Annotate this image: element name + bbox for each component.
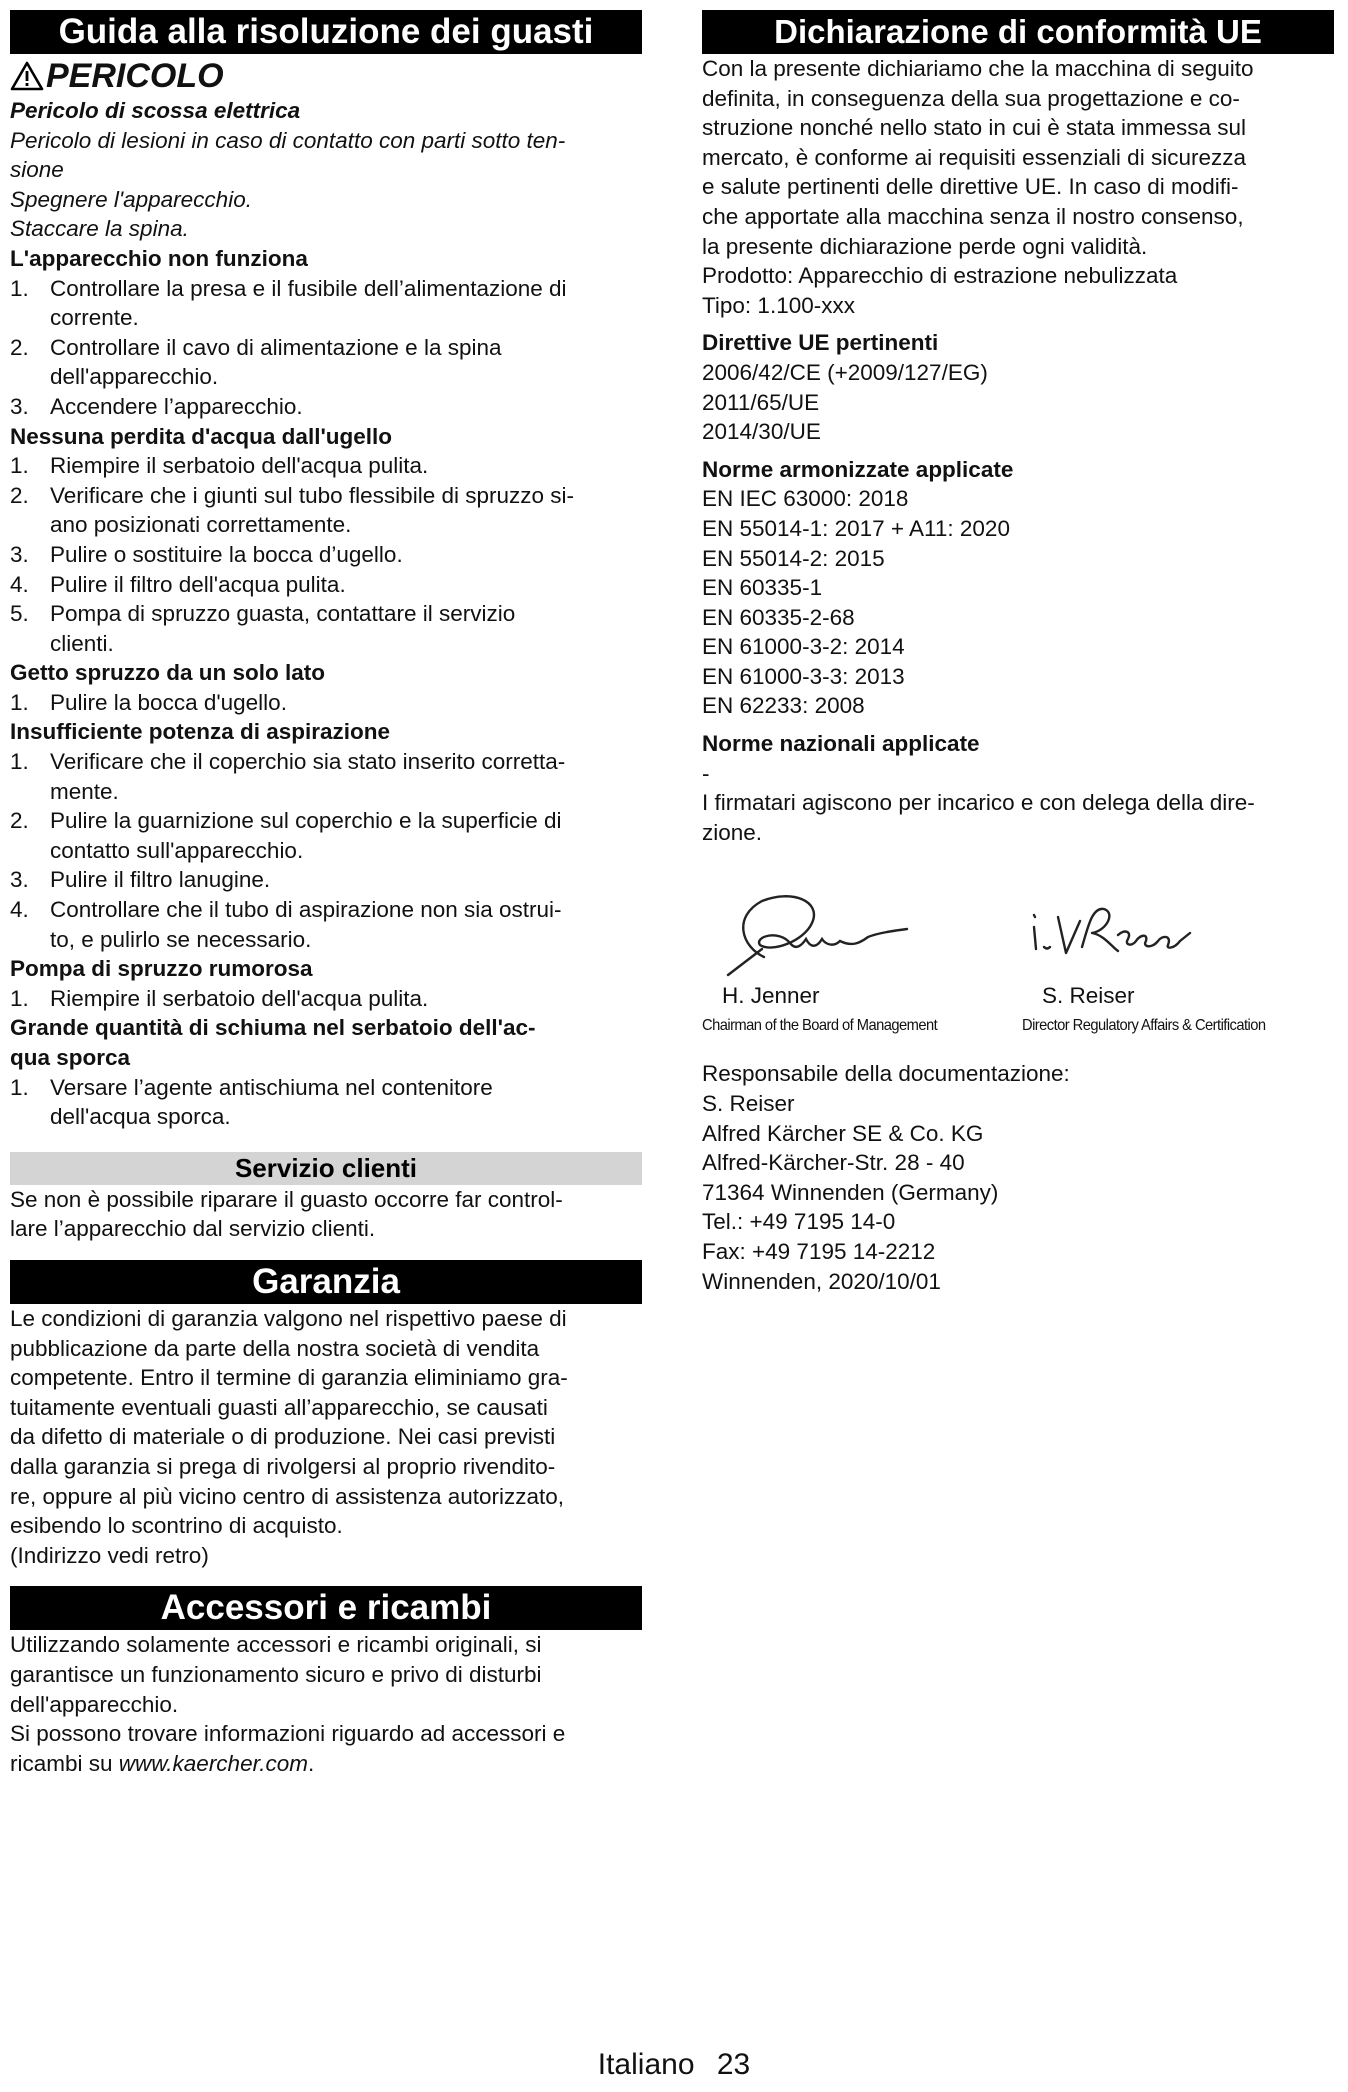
- list-number: 1.: [10, 749, 29, 775]
- responsible-line: Winnenden, 2020/10/01: [702, 1268, 941, 1294]
- declaration-intro-line: la presente dichiarazione perde ogni validità.: [702, 233, 1148, 259]
- warranty-line: re, oppure al più vicino centro di assistenza autorizzato,: [10, 1483, 565, 1509]
- accessories-line: Si possono trovare informazioni riguardo ad accessori e: [10, 1721, 566, 1747]
- signature-jenner: [702, 887, 1022, 1037]
- left-column: [10, 10, 642, 1778]
- list-line: Pompa di spruzzo guasta, contattare il servizio: [50, 601, 516, 627]
- fault-heading: Pompa di spruzzo rumorosa: [10, 956, 313, 982]
- list-number: 3.: [10, 541, 29, 567]
- handwritten-signature-image: [1022, 887, 1222, 987]
- national-heading: Norme nazionali applicate: [702, 731, 980, 757]
- product-line: Prodotto: Apparecchio di estrazione nebulizzata: [702, 263, 1178, 289]
- declaration-title: Dichiarazione di conformità UE: [702, 10, 1334, 54]
- list-line: Verificare che il coperchio sia stato inserito corretta-: [50, 749, 566, 775]
- declaration-intro-line: che apportate alla macchina senza il nostro consenso,: [702, 203, 1244, 229]
- list-item: [10, 570, 642, 600]
- list-line: Pulire il filtro dell'acqua pulita.: [50, 571, 346, 597]
- signatory-role: Director Regulatory Affairs & Certification: [1022, 1017, 1266, 1035]
- accessories-title: Accessori e ricambi: [10, 1586, 642, 1630]
- service-line: Se non è possibile riparare il guasto occorre far control-: [10, 1186, 563, 1212]
- list-number: 4.: [10, 571, 29, 597]
- standard-item: EN 60335-1: [702, 575, 823, 601]
- national-value: -: [702, 760, 710, 786]
- responsible-line: Alfred-Kärcher-Str. 28 - 40: [702, 1150, 965, 1176]
- danger-line: sione: [10, 157, 64, 183]
- accessories-line: [10, 1749, 642, 1779]
- list-number: 1.: [10, 985, 29, 1011]
- list-item: [10, 451, 642, 481]
- list-number: 4.: [10, 897, 29, 923]
- list-number: 3.: [10, 867, 29, 893]
- danger-line: Staccare la spina.: [10, 216, 189, 242]
- fault-heading: Insufficiente potenza di aspirazione: [10, 719, 391, 745]
- declaration-intro-line: e salute pertinenti delle direttive UE. In caso di modifi-: [702, 174, 1239, 200]
- list-line: mente.: [50, 778, 119, 804]
- fault-heading: qua sporca: [10, 1045, 131, 1070]
- declaration-intro-line: definita, in conseguenza della sua progettazione e co-: [702, 85, 1240, 111]
- list-line: dell'acqua sporca.: [50, 1104, 231, 1130]
- responsible-block: [702, 1059, 1334, 1296]
- accessories-line: Utilizzando solamente accessori e ricambi originali, si: [10, 1632, 542, 1658]
- accessories-line: garantisce un funzionamento sicuro e privo di disturbi: [10, 1661, 542, 1687]
- signatory-role: Chairman of the Board of Management: [702, 1017, 938, 1035]
- list-item: [10, 895, 642, 954]
- warranty-title: Garanzia: [10, 1260, 642, 1304]
- warning-triangle-icon: [10, 61, 44, 91]
- list-item: [10, 747, 642, 806]
- footer-page-number: 23: [716, 2048, 751, 2081]
- responsible-line: Tel.: +49 7195 14-0: [702, 1209, 896, 1235]
- footer-language: Italiano: [597, 2048, 695, 2081]
- list-line: Controllare che il tubo di aspirazione non sia ostrui-: [50, 897, 562, 923]
- list-number: 1.: [10, 453, 29, 479]
- signatories-line: I firmatari agiscono per incarico e con delega della dire-: [702, 790, 1255, 816]
- declaration-intro-line: mercato, è conforme ai requisiti essenziali di sicurezza: [702, 144, 1246, 170]
- signatory-name: H. Jenner: [722, 983, 820, 1009]
- fault-heading: Grande quantità di schiuma nel serbatoio dell'ac-: [10, 1015, 536, 1041]
- list-item: [10, 392, 642, 422]
- list-item: [10, 274, 642, 333]
- list-line: corrente.: [50, 305, 139, 331]
- standard-item: EN 61000-3-3: 2013: [702, 663, 905, 689]
- list-line: Accendere l’apparecchio.: [50, 393, 303, 419]
- directives-heading: Direttive UE pertinenti: [702, 330, 939, 356]
- list-number: 1.: [10, 1074, 29, 1100]
- fault-heading: Getto spruzzo da un solo lato: [10, 660, 325, 686]
- standard-item: EN 60335-2-68: [702, 604, 855, 630]
- directive-item: 2014/30/UE: [702, 419, 821, 445]
- list-line: Pulire la guarnizione sul coperchio e la superficie di: [50, 808, 562, 834]
- signature-reiser: [1022, 887, 1332, 1037]
- list-line: Verificare che i giunti sul tubo flessibile di spruzzo si-: [50, 482, 574, 508]
- signatories-line: zione.: [702, 819, 763, 845]
- right-column: [702, 10, 1334, 1296]
- accessories-suffix: .: [308, 1750, 315, 1776]
- list-number: 2.: [10, 482, 29, 508]
- responsible-line: S. Reiser: [702, 1091, 795, 1117]
- list-line: ano posizionati correttamente.: [50, 512, 352, 538]
- list-number: 1.: [10, 275, 29, 301]
- list-number: 5.: [10, 601, 29, 627]
- responsible-line: Alfred Kärcher SE & Co. KG: [702, 1120, 984, 1146]
- responsible-line: 71364 Winnenden (Germany): [702, 1179, 999, 1205]
- list-item: [10, 599, 642, 658]
- service-title: Servizio clienti: [10, 1152, 642, 1185]
- list-number: 3.: [10, 393, 29, 419]
- warranty-line: Le condizioni di garanzia valgono nel rispettivo paese di: [10, 1305, 567, 1331]
- list-line: Pulire il filtro lanugine.: [50, 867, 271, 893]
- handwritten-signature-image: [702, 887, 932, 987]
- kaercher-website-link[interactable]: www.kaercher.com: [118, 1750, 308, 1776]
- standard-item: EN 55014-1: 2017 + A11: 2020: [702, 515, 1010, 541]
- directive-item: 2011/65/UE: [702, 389, 820, 415]
- harmonised-heading: Norme armonizzate applicate: [702, 456, 1014, 482]
- danger-subtitle: Pericolo di scossa elettrica: [10, 98, 301, 123]
- page-footer: [0, 2048, 1348, 2082]
- list-line: Pulire o sostituire la bocca d’ugello.: [50, 541, 403, 567]
- list-line: Pulire la bocca d'ugello.: [50, 689, 287, 715]
- service-line: lare l’apparecchio dal servizio clienti.: [10, 1216, 376, 1242]
- standard-item: EN 55014-2: 2015: [702, 545, 885, 571]
- list-number: 2.: [10, 808, 29, 834]
- type-line: Tipo: 1.100-xxx: [702, 292, 855, 318]
- list-line: clienti.: [50, 630, 114, 656]
- responsible-line: Responsabile della documentazione:: [702, 1061, 1070, 1087]
- list-item: [10, 984, 642, 1014]
- warranty-line: (Indirizzo vedi retro): [10, 1542, 209, 1568]
- list-number: 2.: [10, 334, 29, 360]
- warranty-line: competente. Entro il termine di garanzia eliminiamo gra-: [10, 1365, 568, 1391]
- list-number: 1.: [10, 689, 29, 715]
- declaration-intro-line: struzione nonché nello stato in cui è stata immessa sul: [702, 115, 1247, 141]
- danger-line: Pericolo di lesioni in caso di contatto con parti sotto ten-: [10, 127, 566, 153]
- list-line: Riempire il serbatoio dell'acqua pulita.: [50, 985, 429, 1011]
- list-line: dell'apparecchio.: [50, 364, 219, 390]
- list-line: to, e pulirlo se necessario.: [50, 926, 312, 952]
- list-item: [10, 688, 642, 718]
- danger-heading: [10, 56, 642, 96]
- list-item: [10, 806, 642, 865]
- warranty-line: da difetto di materiale o di produzione. Nei casi previsti: [10, 1424, 556, 1450]
- list-item: [10, 1073, 642, 1132]
- danger-label: PERICOLO: [46, 57, 224, 95]
- standard-item: EN 62233: 2008: [702, 693, 865, 719]
- troubleshooting-title: Guida alla risoluzione dei guasti: [10, 10, 642, 54]
- list-line: contatto sull'apparecchio.: [50, 837, 304, 863]
- warranty-line: tuitamente eventuali guasti all’apparecchio, se causati: [10, 1394, 548, 1420]
- danger-line: Spegnere l'apparecchio.: [10, 186, 252, 212]
- fault-heading: Nessuna perdita d'acqua dall'ugello: [10, 423, 393, 449]
- warranty-line: dalla garanzia si prega di rivolgersi al proprio rivendito-: [10, 1453, 556, 1479]
- warranty-line: pubblicazione da parte della nostra società di vendita: [10, 1335, 540, 1361]
- list-line: Controllare la presa e il fusibile dell’alimentazione di: [50, 275, 567, 301]
- directive-item: 2006/42/CE (+2009/127/EG): [702, 359, 988, 385]
- list-line: Versare l’agente antischiuma nel contenitore: [50, 1074, 493, 1100]
- accessories-line: dell'apparecchio.: [10, 1691, 179, 1717]
- signature-row: [702, 887, 1334, 1037]
- list-item: [10, 540, 642, 570]
- list-item: [10, 865, 642, 895]
- declaration-intro-line: Con la presente dichiariamo che la macchina di seguito: [702, 56, 1254, 81]
- list-item: [10, 333, 642, 392]
- list-item: [10, 481, 642, 540]
- standard-item: EN 61000-3-2: 2014: [702, 634, 905, 660]
- fault-heading: L'apparecchio non funziona: [10, 245, 308, 271]
- warranty-line: esibendo lo scontrino di acquisto.: [10, 1513, 343, 1539]
- accessories-prefix: ricambi su: [10, 1750, 119, 1776]
- list-line: Controllare il cavo di alimentazione e la spina: [50, 334, 502, 360]
- list-line: Riempire il serbatoio dell'acqua pulita.: [50, 453, 429, 479]
- signatory-name: S. Reiser: [1042, 983, 1135, 1009]
- standard-item: EN IEC 63000: 2018: [702, 486, 909, 512]
- responsible-line: Fax: +49 7195 14-2212: [702, 1239, 936, 1264]
